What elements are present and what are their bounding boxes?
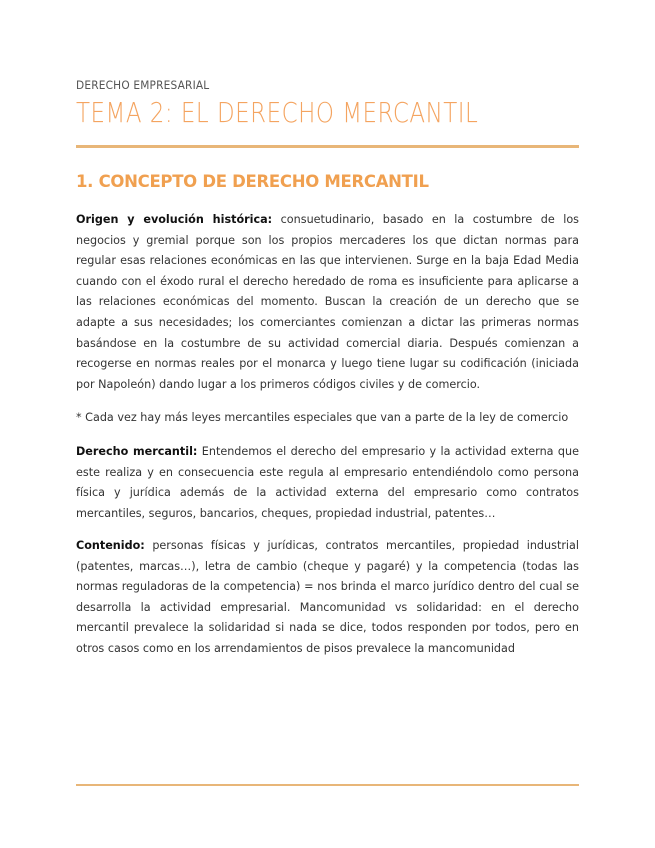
paragraph-derecho-mercantil <box>76 442 579 524</box>
paragraph-label: Origen y evolución histórica: <box>76 213 273 226</box>
subject-label: DERECHO EMPRESARIAL <box>76 78 210 92</box>
paragraph-note <box>76 408 579 429</box>
paragraph-text: * Cada vez hay más leyes mercantiles especiales que van a parte de la ley de comercio <box>76 411 569 424</box>
page-title: TEMA 2: EL DERECHO MERCANTIL <box>76 96 479 129</box>
footer-divider <box>76 784 579 786</box>
header-divider <box>76 145 579 148</box>
paragraph-contenido <box>76 536 579 660</box>
paragraph-origen <box>76 210 579 395</box>
section-heading: 1. CONCEPTO DE DERECHO MERCANTIL <box>76 172 429 191</box>
paragraph-text: consuetudinario, basado en la costumbre de los negocios y gremial porque son los propios mercaderes los que dictan normas para regular esas relaciones económicas en las que intervienen. Surge en la baja Edad Media cuando con el éxodo rural el derecho heredado de roma es insuficiente para aplicarse a las relaciones económicas del momento. Buscan la creación de un derecho que se adapte a sus necesidades; los comerciantes comienzan a dictar las primeras normas basándose en la costumbre de su actividad comercial diaria. Después comienzan a recogerse en normas reales por el monarca y luego tiene lugar su codificación (iniciada por Napoleón) dando lugar a los primeros códigos civiles y de comercio. <box>76 213 579 391</box>
paragraph-label: Contenido: <box>76 539 145 552</box>
paragraph-text: personas físicas y jurídicas, contratos mercantiles, propiedad industrial (patentes, marcas…), letra de cambio (cheque y pagaré) y la competencia (todas las normas reguladoras de la competencia) = nos brinda el marco jurídico dentro del cual se desarrolla la actividad empresarial. Mancomunidad vs solidaridad: en el derecho mercantil prevalece la solidaridad si nada se dice, todos responden por todos, pero en otros casos como en los arrendamientos de pisos prevalece la mancomunidad <box>76 539 579 655</box>
paragraph-text: Entendemos el derecho del empresario y la actividad externa que este realiza y en consecuencia este regula al empresario entendiéndolo como persona física y jurídica además de la actividad externa del empresario como contratos mercantiles, seguros, bancarios, cheques, propiedad industrial, patentes… <box>76 445 579 520</box>
paragraph-label: Derecho mercantil: <box>76 445 198 458</box>
